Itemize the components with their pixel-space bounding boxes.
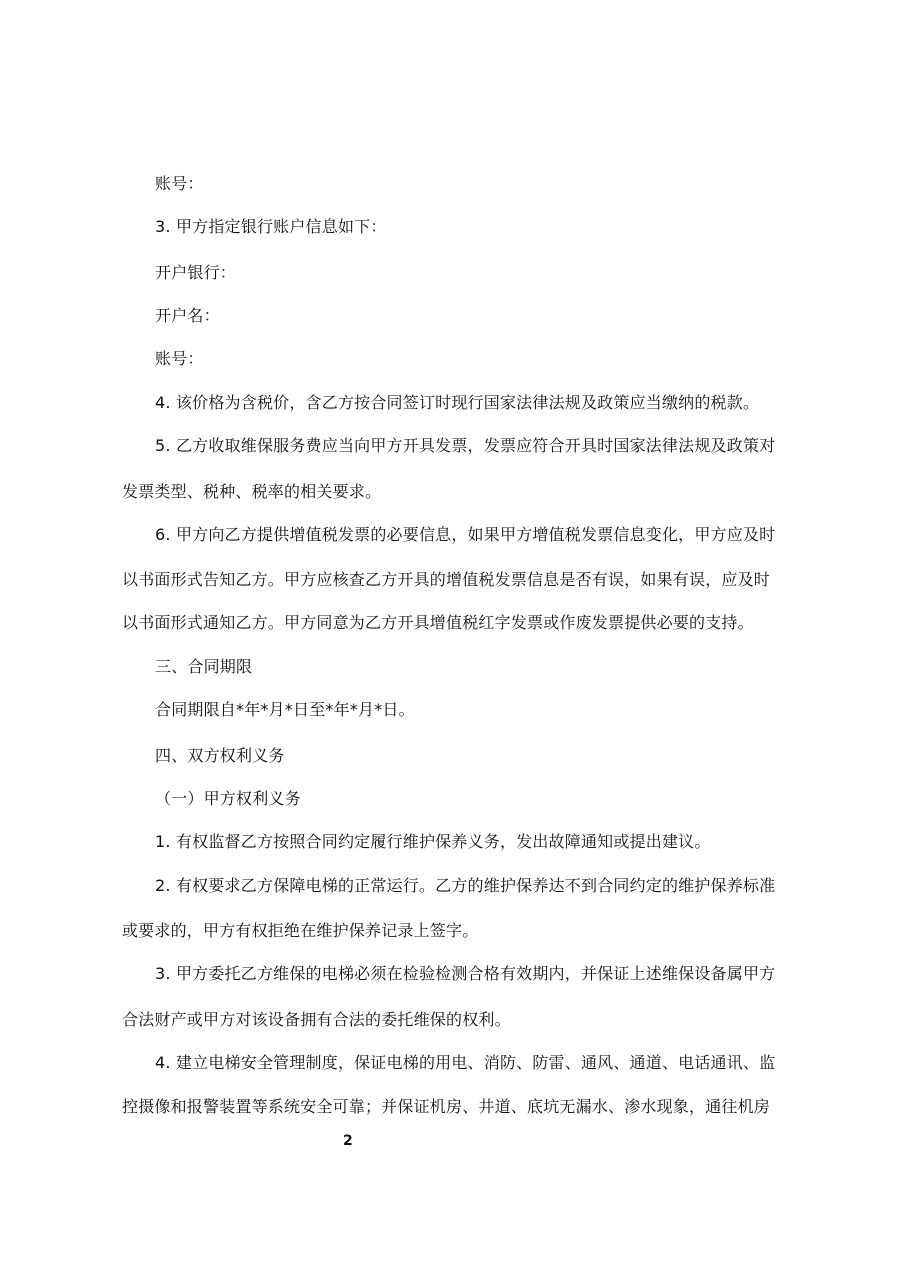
party-a-item-3: 3. 甲方委托乙方维保的电梯必须在检验检测合格有效期内，并保证上述维保设备属甲方: [155, 964, 776, 983]
account-number-line-1: 账号：: [155, 174, 204, 193]
party-a-item-3-cont: 合法财产或甲方对该设备拥有合法的委托维保的权利。: [122, 1010, 511, 1029]
party-a-item-4-cont: 控摄像和报警装置等系统安全可靠；并保证机房、井道、底坑无漏水、渗水现象，通往机房: [122, 1097, 771, 1116]
clause-3-bank-info: 3. 甲方指定银行账户信息如下：: [155, 217, 387, 236]
party-a-item-4: 4. 建立电梯安全管理制度，保证电梯的用电、消防、防雷、通风、通道、电话通讯、监: [155, 1053, 776, 1072]
clause-6-vat: 6. 甲方向乙方提供增值税发票的必要信息，如果甲方增值税发票信息变化，甲方应及时: [155, 525, 776, 544]
clause-5-invoice: 5. 乙方收取维保服务费应当向甲方开具发票，发票应符合开具时国家法律法规及政策对: [155, 436, 776, 455]
clause-5-invoice-cont: 发票类型、税种、税率的相关要求。: [122, 482, 382, 501]
party-a-item-2-cont: 或要求的，甲方有权拒绝在维护保养记录上签字。: [122, 921, 479, 940]
subsection-1-heading: （一）甲方权利义务: [155, 789, 301, 808]
section-3-heading: 三、合同期限: [155, 657, 253, 676]
clause-4-tax: 4. 该价格为含税价，含乙方按合同签订时现行国家法律法规及政策应当缴纳的税款。: [155, 393, 760, 412]
party-a-item-1: 1. 有权监督乙方按照合同约定履行维护保养义务，发出故障通知或提出建议。: [155, 832, 711, 851]
account-number-line-2: 账号：: [155, 349, 204, 368]
clause-6-vat-cont-2: 以书面形式通知乙方。甲方同意为乙方开具增值税红字发票或作废发票提供必要的支持。: [122, 613, 754, 632]
party-a-item-2: 2. 有权要求乙方保障电梯的正常运行。乙方的维护保养达不到合同约定的维护保养标准: [155, 876, 776, 895]
section-4-heading: 四、双方权利义务: [155, 746, 285, 765]
bank-name-line: 开户银行：: [155, 263, 237, 282]
contract-term-line: 合同期限自*年*月*日至*年*月*日。: [155, 700, 415, 719]
clause-6-vat-cont-1: 以书面形式告知乙方。甲方应核查乙方开具的增值税发票信息是否有误，如果有误，应及时: [122, 570, 771, 589]
account-holder-line: 开户名：: [155, 306, 220, 325]
page-number: 2: [343, 1133, 353, 1149]
